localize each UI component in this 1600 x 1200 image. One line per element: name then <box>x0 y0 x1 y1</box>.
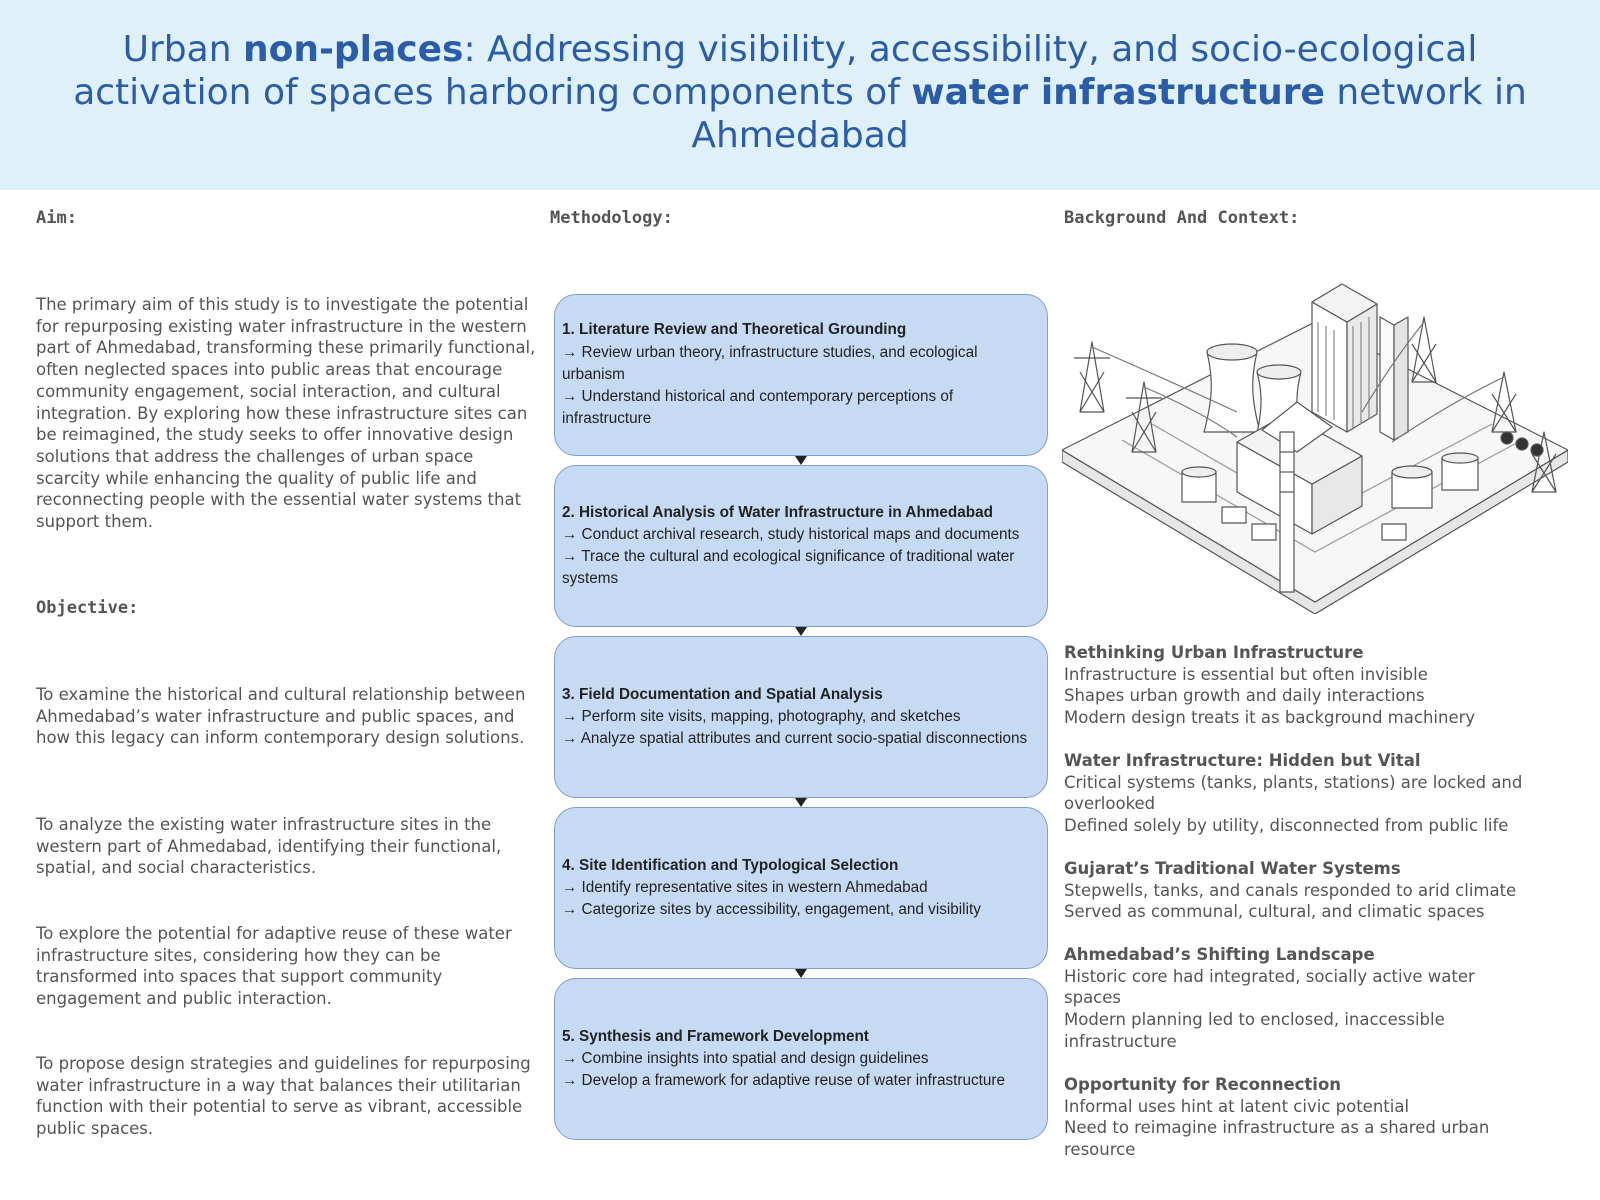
methodology-step-2 <box>554 465 1048 627</box>
flow-arrow-down-icon <box>795 969 807 978</box>
background-line: Defined solely by utility, disconnected from public life <box>1064 816 1509 836</box>
step-point: → Categorize sites by accessibility, engagement, and visibility <box>562 901 981 919</box>
background-block-5 <box>1064 1074 1554 1161</box>
step-point: → Trace the cultural and ecological significance of traditional water systems <box>562 548 1015 588</box>
flow-arrow-down-icon <box>795 627 807 636</box>
step-title: 2. Historical Analysis of Water Infrastructure in Ahmedabad <box>562 503 993 521</box>
objective-item-3: To explore the potential for adaptive reuse of these water infrastructure sites, considering how they can be transformed into spaces that support community engagement and public interaction. <box>36 924 512 1009</box>
objective-item-4: To propose design strategies and guidelines for repurposing water infrastructure in a way that balances their utilitarian function with their potential to serve as vibrant, accessible public spaces. <box>36 1054 531 1139</box>
step-point: → Review urban theory, infrastructure studies, and ecological urbanism <box>562 343 978 383</box>
background-heading: Background And Context: <box>1064 208 1300 228</box>
background-block-4 <box>1064 944 1534 1053</box>
isometric-water-infrastructure-illustration <box>1062 262 1568 614</box>
background-line: Informal uses hint at latent civic potential <box>1064 1096 1410 1116</box>
step-point: → Identify representative sites in western Ahmedabad <box>562 878 928 896</box>
step-point: → Analyze spatial attributes and current socio-spatial disconnections <box>562 730 1028 748</box>
background-line: Served as communal, cultural, and climatic spaces <box>1064 902 1485 922</box>
step-point: → Perform site visits, mapping, photography, and sketches <box>562 707 961 725</box>
step-point: → Understand historical and contemporary perceptions of infrastructure <box>562 388 954 428</box>
background-block-title: Opportunity for Reconnection <box>1064 1075 1342 1094</box>
background-block-2 <box>1064 750 1544 837</box>
title-part-2: : Addressing visibility, accessibility, and socio-ecological activation of spaces harboring components of <box>73 29 1478 113</box>
background-block-title: Gujarat’s Traditional Water Systems <box>1064 859 1401 878</box>
step-title: 4. Site Identification and Typological Selection <box>562 856 899 874</box>
background-line: Critical systems (tanks, plants, stations) are locked and overlooked <box>1064 772 1523 814</box>
flow-arrow-down-icon <box>795 456 807 465</box>
background-line: Historic core had integrated, socially active water spaces <box>1064 966 1475 1008</box>
page-title <box>40 28 1560 157</box>
aim-heading: Aim: <box>36 208 77 228</box>
background-block-title: Rethinking Urban Infrastructure <box>1064 643 1364 662</box>
methodology-heading: Methodology: <box>550 208 673 228</box>
objective-item-2: To analyze the existing water infrastructure sites in the western part of Ahmedabad, identifying their functional, spatial, and social characteristics. <box>36 815 502 878</box>
title-banner <box>0 0 1600 190</box>
background-line: Shapes urban growth and daily interactions <box>1064 686 1425 706</box>
background-line: Modern planning led to enclosed, inaccessible infrastructure <box>1064 1010 1445 1051</box>
step-point: → Combine insights into spatial and design guidelines <box>562 1049 929 1067</box>
background-block-3 <box>1064 858 1584 923</box>
step-title: 1. Literature Review and Theoretical Grounding <box>562 321 907 339</box>
step-point: → Conduct archival research, study historical maps and documents <box>562 525 1020 543</box>
background-block-1 <box>1064 642 1584 729</box>
background-line: Stepwells, tanks, and canals responded to arid climate <box>1064 880 1517 900</box>
methodology-step-3 <box>554 636 1048 798</box>
aim-text: The primary aim of this study is to investigate the potential for repurposing existing water infrastructure in the western part of Ahmedabad, transforming these primarily functional, often neglected spaces into public areas that encourage community engagement, social interaction, and cultural integration. By exploring how these infrastructure sites can be reimagined, the study seeks to offer innovative design solutions that address the challenges of urban space scarcity while enhancing the quality of public life and reconnecting people with the essential water systems that support them. <box>36 295 536 532</box>
methodology-step-4 <box>554 807 1048 969</box>
title-emphasis-1: non-places <box>242 29 464 70</box>
title-emphasis-2: water infrastructure <box>911 72 1325 113</box>
methodology-step-1 <box>554 294 1048 456</box>
flow-arrow-down-icon <box>795 798 807 807</box>
background-line: Infrastructure is essential but often invisible <box>1064 664 1428 684</box>
title-part-1: Urban <box>122 29 243 70</box>
title-part-3: network in Ahmedabad <box>691 72 1527 156</box>
step-point: → Develop a framework for adaptive reuse of water infrastructure <box>562 1072 1005 1090</box>
step-title: 3. Field Documentation and Spatial Analysis <box>562 685 883 703</box>
background-block-title: Ahmedabad’s Shifting Landscape <box>1064 945 1375 964</box>
objective-item-1: To examine the historical and cultural relationship between Ahmedabad’s water infrastructure and public spaces, and how this legacy can inform contemporary design solutions. <box>36 685 526 748</box>
background-line: Need to reimagine infrastructure as a shared urban resource <box>1064 1118 1490 1160</box>
background-line: Modern design treats it as background machinery <box>1064 708 1476 728</box>
methodology-step-5 <box>554 978 1048 1140</box>
objective-heading: Objective: <box>36 598 139 618</box>
background-block-title: Water Infrastructure: Hidden but Vital <box>1064 751 1421 770</box>
step-title: 5. Synthesis and Framework Development <box>562 1027 869 1045</box>
